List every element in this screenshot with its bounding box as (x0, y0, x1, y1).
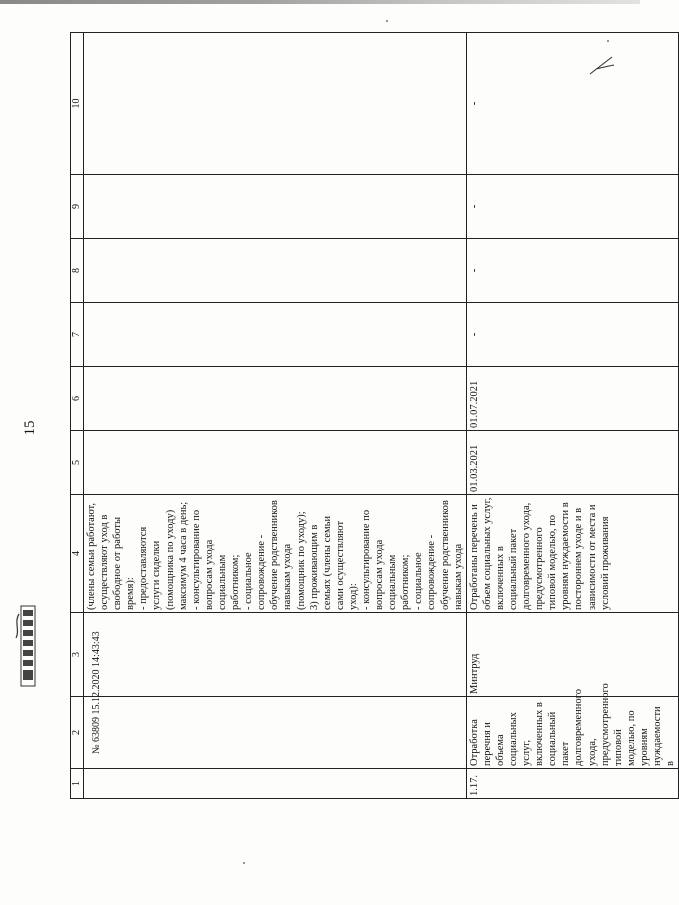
dash-mark: - (468, 332, 480, 337)
column-header: 8 (71, 239, 84, 303)
column-header: 7 (71, 303, 84, 367)
column-header: 1 (71, 769, 84, 799)
scan-speck (243, 862, 245, 864)
page-number: 15 (22, 420, 38, 436)
column-header: 10 (71, 33, 84, 175)
cell-end-date: 01.07.2021 (466, 367, 679, 431)
signature-mark-icon (588, 54, 616, 76)
table-row (84, 33, 467, 799)
cell-col9 (84, 175, 467, 239)
cell-responsible (84, 613, 467, 697)
dash-mark: - (468, 101, 480, 106)
column-header: 6 (71, 367, 84, 431)
cell-number (84, 769, 467, 799)
table-row (466, 33, 679, 799)
cell-activity: Отработка перечня и объема социальных услуг, включенных в социальный пакет долговременного ухода, предусмотренного типовой моделью, по уровням нуждаемости в (466, 697, 679, 769)
cell-number: 1.17. (466, 769, 679, 799)
dash-mark: - (468, 268, 480, 273)
cell-start-date: 01.03.2021 (466, 431, 679, 495)
scan-top-edge (0, 0, 640, 4)
dash-mark: - (468, 204, 480, 209)
cell-responsible: Минтруд (466, 613, 679, 697)
cell-activity (84, 697, 467, 769)
cell-col8 (466, 239, 679, 303)
cell-start-date (84, 431, 467, 495)
cell-col10 (84, 33, 467, 175)
cell-result: Отработаны перечень и объем социальных услуг, включенных в социальный пакет долговременного ухода, предусмотренного типовой моделью, по уровням нуждаемости в постороннем уходе и в зависимости от места и условий проживания (466, 495, 679, 613)
column-header: 9 (71, 175, 84, 239)
rotated-table-page (70, 33, 677, 799)
column-header: 2 (71, 697, 84, 769)
column-header: 3 (71, 613, 84, 697)
scan-speck (607, 40, 609, 42)
scan-speck (386, 20, 388, 22)
registration-footer: № 63809 15.12.2020 14:43:43 (91, 631, 102, 754)
cell-end-date (84, 367, 467, 431)
cell-col10 (466, 33, 679, 175)
registration-stamp-icon (14, 600, 38, 690)
column-header: 5 (71, 431, 84, 495)
cell-col7 (466, 303, 679, 367)
cell-col8 (84, 239, 467, 303)
cell-col7 (84, 303, 467, 367)
cell-col9 (466, 175, 679, 239)
cell-result: (члены семьи работают, осуществляют уход в свободное от работы время): - предоставляются услуги сиделки (помощника по уходу) максимум 4 часа в день; - консультирование по вопросам ухода социальным работником; - социальное сопровождение - обучение родственников навыкам ухода (помощник по уходу); 3) проживающим в семьях (члены семьи сами осуществляют уход): - консультирование по вопросам ухода социальным работником; - социальное сопровождение - обучение родственников навыкам ухода (84, 495, 467, 613)
column-header: 4 (71, 495, 84, 613)
activity-table (70, 32, 679, 799)
column-number-row (71, 33, 84, 799)
